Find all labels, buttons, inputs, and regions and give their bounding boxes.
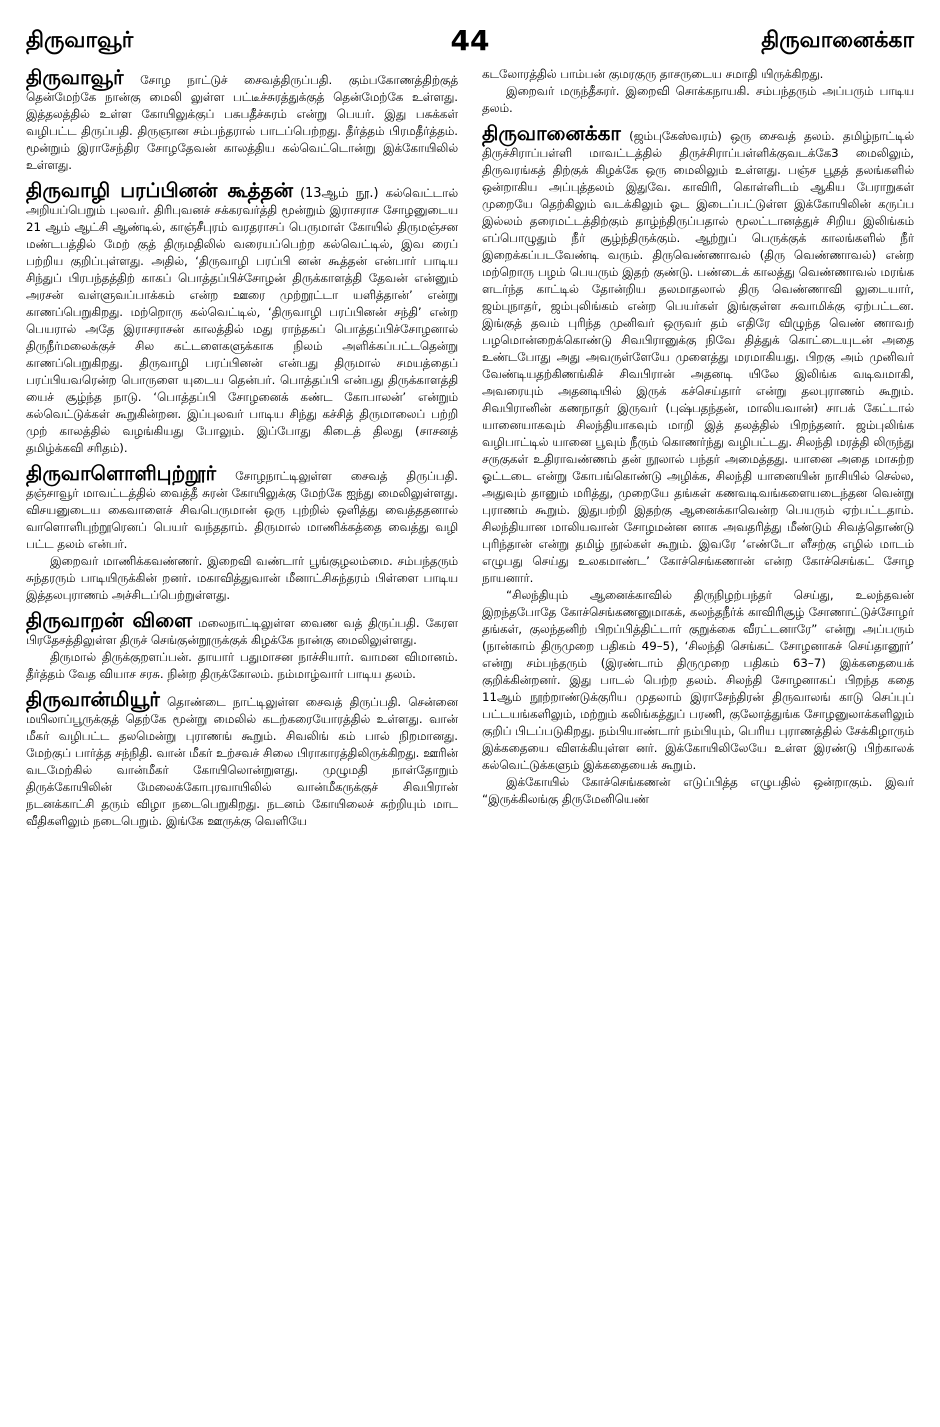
entry-thiruvazhi-parappinan-koothan (26, 179, 458, 457)
entry-headword: திருவாவூர் (26, 66, 124, 89)
entry-paragraph (26, 609, 458, 649)
entry-headword: திருவாறன் விளை (26, 608, 193, 632)
entry-thiruvanmiyur (26, 688, 458, 830)
entry-text: தொண்டை நாட்டிலுள்ள சைவத் திருப்பதி. சென்னை மயிலாப்பூருக்குத் தெற்கே மூன்று மைலில் கடற்கரையோரத்தில் உள்ளது. வான் மீகர் வழிபட்ட தலமென்று புராணங் கூறும். சிவலிங் கம் பால் நிறமானது. மேற்குப் பார்த்த சந்நிதி. வான் மீகர் உற்சவச் சிலை பிராகாரத்திலிருக்கிறது. ஊரின் வடமேற்கில் வான்மீகர் கோயிலொன்றுளது. முழுமதி நாள்தோறும் திருக்கோயிலின் மேலைக்கோபுரவாயிலில் வான்மீகருக்குச் சிவபிரான் நடனக்காட்சி தரும் விழா நடைபெறுகிறது. நடனம் கோயிலைச் சுற்றியும் மாட வீதிகளிலும் நடைபெறும். இங்கே ஊருக்கு வெளியே (26, 695, 458, 828)
page-number: 44 (450, 24, 490, 57)
entry-subtitle: (13ஆம் நூ.) (299, 186, 379, 201)
entry-headword: திருவாளொளிபுற்றூர் (26, 461, 217, 485)
entry-paragraph: திருமால் திருக்குறளப்பன். தாயார் பதுமாசன நாச்சியார். வாமன விமானம். தீர்த்தம் வேத வியாச சரசு. நின்ற திருக்கோலம். நம்மாழ்வார் பாடிய தலம். (26, 650, 458, 681)
entry-paragraph: “சிலந்தியும் ஆனைக்காவில் திருநிழற்பந்தர் செய்து, உலந்தவன் இறந்தபோதே கோச்செங்கணனுமாகக், கலந்தநீர்க் காவிரிசூழ் சோணாட்டுச்சோழர் தங்கள், குலந்தனிற் பிறப்பித்திட்டார் குறுக்கை வீரட்டனாரே” என்று அப்பரும் (நான்காம் திருமுறை பதிகம் 49–5), ‘சிலந்தி செங்கட் சோழனாகச் செய்தானூர்’ என்று சம்பந்தரும் (இரண்டாம் திருமுறை பதிகம் 63–7) இக்கதையைக் குறிக்கின்றனர். இது பாடல் பெற்ற தலம். சிலந்தி சோழனாகப் பிறந்த கதை 11ஆம் நூற்றாண்டுக்குரிய முதலாம் இராசேந்திரன் திருவாலங் காடு செப்புப் பட்டயங்களிலும், மற்றும் கலிங்கத்துப் பரணி, குலோத்துங்க சோழனுலாக்களிலும் குறிப் பிடப்படுகிறது. நம்பியாண்டார் நம்பியும், பெரிய புராணத்தில் சேக்கிழாரும் இக்கதையை விளக்கியுள்ள னர். இக்கோயிலிலேயே உள்ள இரண்டு பிற்காலக் கல்வெட்டுக்களும் இக்கதையைக் கூறும். (482, 588, 914, 772)
running-head-right: திருவானைக்கா (761, 28, 914, 53)
entry-text: சோழ நாட்டுச் சைவத்திருப்பதி. கும்பகோணத்திற்குத் தென்மேற்கே நான்கு மைலி லுள்ள பட்டீச்சுரத்துக்குத் தென்மேற்கே உள்ளது. இத்தலத்தில் உள்ள கோயிலுக்குப் பசுபதீச்சுரம் என்று பெயர். இது பசுக்கள் வழிபட்ட திருப்பதி. திருஞான சம்பந்தரால் பாடப்பெற்றது. தீர்த்தம் பிரமதீர்த்தம். மூன்றும் இராசேந்திர சோழதேவன் காலத்திய கல்வெட்டொன்று இக்கோயிலில் உள்ளது. (26, 73, 458, 172)
entry-headword: திருவானைக்கா (482, 121, 621, 145)
entry-paragraph (26, 688, 458, 830)
right-column (482, 66, 914, 1418)
entry-paragraph: இறைவர் மாணிக்கவண்ணர். இறைவி வண்டார் பூங்குழலம்மை. சம்பந்தரும் சுந்தரரும் பாடியிருக்கின் றனர். மகாவித்துவான் மீனாட்சிசுந்தரம் பிள்ளை பாடிய இத்தலபுராணம் அச்சிடப்பெற்றுள்ளது. (26, 554, 458, 602)
entry-paragraph: இக்கோயில் கோச்செங்கணன் எடுப்பித்த எழுபதில் ஒன்றாகும். இவர் “இருக்கிலங்கு திருமேனியெண் (482, 775, 914, 806)
entry-paragraph (26, 462, 458, 553)
entry-text: சோழநாட்டிலுள்ள சைவத் திருப்பதி. தஞ்சாவூர் மாவட்டத்தில் வைத்தீ சுரன் கோயிலுக்கு மேற்கே ஐந்து மைலிலுள்ளது. விசயனுடைய கைவாளைச் சிவபெருமான் ஒரு புற்றில் ஒளித்து வைத்ததனால் வாளொளிபுற்றூரெனப் பெயர் வந்ததாம். திருமால் மாணிக்கத்தை வைத்து வழி பட்ட தலம் என்பர். (26, 469, 458, 551)
left-column (26, 66, 458, 1418)
entry-paragraph (482, 122, 914, 587)
entry-thiruvavur (26, 66, 458, 174)
entry-paragraph: கடலோரத்தில் பாம்பன் குமரகுரு தாசருடைய சமாதி யிருக்கிறது. (482, 67, 824, 81)
entry-headword: திருவாழி பரப்பினன் கூத்தன் (26, 178, 294, 202)
entry-text: (ஜம்புகேஸ்வரம்) ஒரு சைவத் தலம். தமிழ்நாட்டில் திருச்சிராப்பள்ளி மாவட்டத்தில் திருச்சிராப்பள்ளிக்குவடக்கே3 மைலிலும், திருவரங்கத் திற்குக் கிழக்கே ஒரு மைலிலும் உள்ளது. பஞ்ச பூதத் தலங்களில் ஒன்றாகிய அப்புத்தலம் இதுவே. காவிரி, கொள்ளிடம் ஆகிய பேராறுகள் முறையே தெற்கிலும் வடக்கிலும் ஓட இடைப்பட்டுள்ள இக்கோயிலின் கருப்ப இல்லம் தரைமட்டத்திற்கும் தாழ்ந்திருப்பதால் மூலட்டானத்துச் சிறிய இலிங்கம் எப்பொழுதும் நீர் சூழ்ந்திருக்கும். ஆற்றுப் பெருக்குக் காலங்களில் நீர் இறைக்கப்படவேண்டி வரும். திருவெண்ணாவல் (திரு வெண்ணாவல்) என்ற மற்றொரு பழம் பெயரும் இதற் குண்டு. பண்டைக் காலத்து வெண்ணாவல் மரங்க ளடர்ந்த காட்டில் தோன்றிய தலமாதலால் திரு வெண்ணாவி லுடையார், ஜம்புநாதர், ஜம்புலிங்கம் என்ற பெயர்கள் இங்குள்ள சுவாமிக்கு ஏற்பட்டன. இங்குத் தவம் புரிந்த முனிவர் ஒருவர் தம் எதிரே விழுந்த வெண் ணாவற் பழமொன்றைக்கொண்டு சிவபிரானுக்கு நிவே தித்துக் கொட்டையுடன் அதை உண்டபோது அது அவருள்ளேயே முளைத்து மரமாகியது. பிறகு அம் முனிவர் வேண்டியதற்கிணங்கிச் சிவபிரான் அதனடி யிலே இலிங்க வடிவமாகி, அவரையும் அதனடியில் இருக் கச்செய்தார் என்று தலபுராணம் கூறும். சிவபிரானின் கணநாதர் இருவர் (புஷ்பதந்தன், மாலியவான்) சாபக் கேட்டால் யானையாகவும் சிலந்தியாகவும் மாறி இத் தலத்தில் பிறந்தனர். ஜம்புலிங்க வழிபாட்டில் யானை பூவும் நீரும் கொணர்ந்து வழிபட்டது. சிலந்தி மரத்தி லிருந்து சருகுகள் உதிராவண்ணம் தன் நூலால் பந்தர் அமைத்தது. யானை அதை மாசுற்ற ஓட்டடை என்று கோபங்கொண்டு அழிக்க, சிலந்தி யானையின் நாசியில் செல்ல, அதுவும் தானும் மரித்து, முறையே தங்கள் கணவடிவங்களையடைந்தன வென்று புராணம் கூறும். இதுபற்றி இதற்கு ஆனைக்காவென்ற பெயரும் ஏற்பட்டதாம். சிலந்தியான மாலியவான் சோழமன்ன னாக அவதரித்து மீண்டும் சிவத்தொண்டு புரிந்தான் என்று தமிழ் நூல்கள் கூறும். இவரே ‘எண்டோ ளீசற்கு எழில் மாடம் எழுபது செய்து உலகமாண்ட’ கோச்செங்கணான் என்ற கோச்செங்கட் சோழ நாயனார். (482, 129, 914, 585)
entry-thiruvanmiyur-continued (482, 66, 914, 117)
entry-paragraph (26, 66, 458, 174)
entry-paragraph (26, 179, 458, 457)
entry-text: கல்வெட்டால் அறியப்பெறும் புலவர். திரிபுவனச் சக்கரவர்த்தி மூன்றும் இராசராச சோழனுடைய 21 ஆம் ஆட்சி ஆண்டில், காஞ்சீபுரம் வரதராசப் பெருமாள் கோயில் திருமஞ்சன மண்டபத்தில் மேற் குத் திருமதிலில் வரையப்பெற்ற கல்வெட்டில், இவ ரைப் பற்றிய குறிப்புள்ளது. அதில், ‘திருவாழி பரப்பி னன் கூத்தன் என்பார் பாடிய சிந்துப் பிரபந்தத்திற் காகப் பொத்தப்பிச்சோழன் திருக்காளத்தி தேவன் என்னும் அரசன் வள்ளுவப்பாக்கம் என்ற ஊரை முற்றூட்டா யளித்தான்’ என்று காணப்பெறுகிறது. மற்றொரு கல்வெட்டில், ‘திருவாழி பரப்பினன் சந்தி’ என்ற பெயரால் அதே இராசராசன் காலத்தில் மது ராந்தகப் பொத்தப்பிச்சோழனால் திருநீர்மலைக்குச் சில கட்டளைகளுக்காக நிலம் அளிக்கப்பட்டதென்று காணப்பெறுகிறது. திருவாழி பரப்பினன் என்பது திருமால் சமயத்தைப் பரப்பியவரென்ற பொருளை யுடைய தென்பர். பொத்தப்பி என்பது திருக்காளத்தி யைச் சூழ்ந்த நாடு. ‘பொத்தப்பி சோழனைக் கண்ட கோபாலன்’ என்றும் கல்வெட்டுக்கள் கூறுகின்றன. இப்புலவர் பாடிய சிந்து கச்சித் திருமாலைப் பற்றி முற் காலத்தில் வழங்கியது போலும். இப்போது கிடைத் திலது (சாசனத் தமிழ்க்கவி சரிதம்). (26, 186, 458, 455)
entry-thiruvaran-vilai (26, 609, 458, 683)
entry-headword: திருவான்மியூர் (26, 687, 160, 711)
entry-text: மலைநாட்டிலுள்ள வைண வத் திருப்பதி. கேரள பிரதேசத்திலுள்ள திருச் செங்குன்றூருக்குக் கிழக்கே நான்கு மைலிலுள்ளது. (26, 616, 458, 647)
entry-paragraph: இறைவர் மருந்தீசுரர். இறைவி சொக்கநாயகி. சம்பந்தரும் அப்பரும் பாடிய தலம். (482, 84, 914, 115)
running-head-left: திருவாவூர் (26, 28, 134, 53)
entry-thiruvanaikka (482, 122, 914, 808)
page-header (0, 0, 940, 58)
entry-thiruvalolipurrur (26, 462, 458, 604)
